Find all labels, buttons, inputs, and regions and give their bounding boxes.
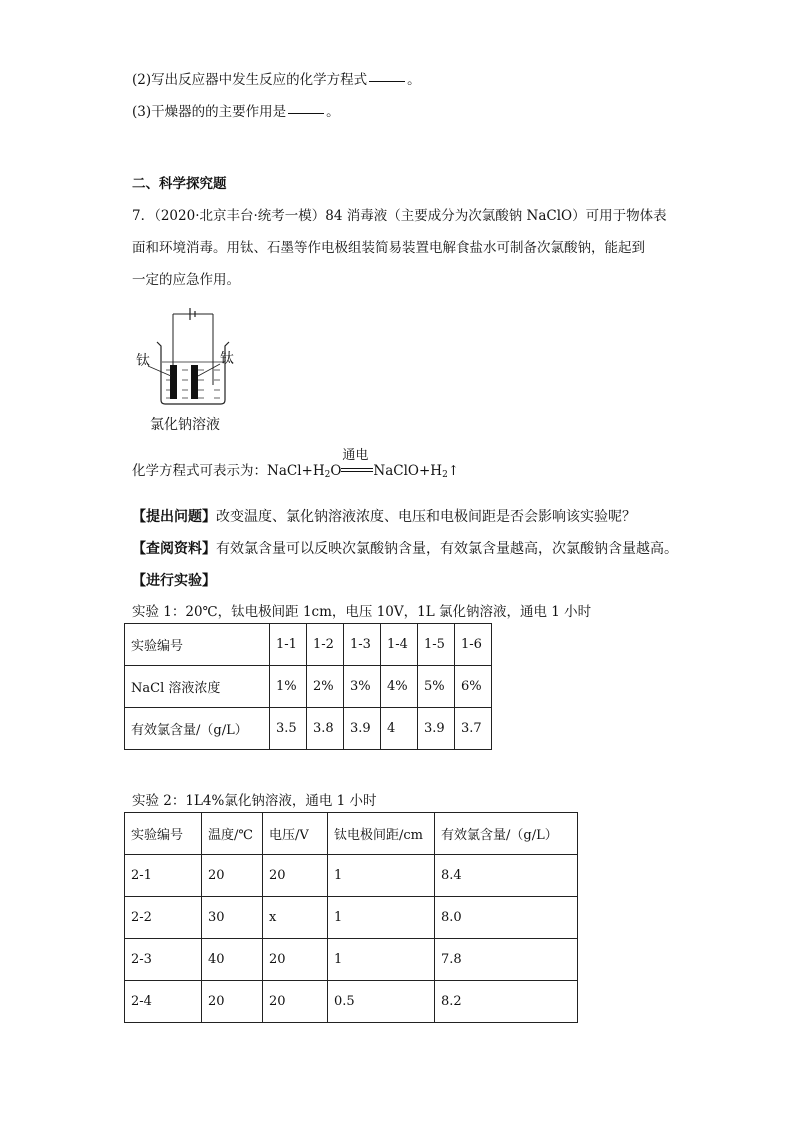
chemical-equation: 化学方程式可表示为：$NaCl+H_2O$ 通电 $NaClO+H_2↑$ xyxy=(132,459,459,480)
table-row: 2-4 20 20 0.5 8.2 xyxy=(125,981,578,1023)
question-2: (2)写出反应器中发生反应的化学方程式 。 xyxy=(132,72,421,88)
table-row: 有效氯含量/（g/L） 3.5 3.8 3.9 4 3.9 3.7 xyxy=(125,708,492,750)
problem-line-2: 面和环境消毒。用钛、石墨等作电极组装简易装置电解食盐水可制备次氯酸钠，能起到 xyxy=(132,240,645,256)
electrode-label-right: 钛 xyxy=(220,351,234,367)
equation-equals xyxy=(341,448,373,479)
reaction-condition: 通电 xyxy=(342,448,369,463)
table-row: 实验编号 1-1 1-2 1-3 1-4 1-5 1-6 xyxy=(125,624,492,666)
table-header-row: 实验编号 温度/℃ 电压/V 钛电极间距/cm 有效氯含量/（g/L） xyxy=(125,813,578,855)
question-3: (3)干燥器的的主要作用是 。 xyxy=(132,104,340,120)
solution-label: 氯化钠溶液 xyxy=(150,417,220,433)
problem-line-3: 一定的应急作用。 xyxy=(132,272,240,288)
experiment-heading: 【进行实验】 xyxy=(132,573,216,589)
experiment-2-caption: 实验 2：1L4%氯化钠溶液，通电 1 小时 xyxy=(132,793,377,809)
reference-info: 【查阅资料】有效氯含量可以反映次氯酸钠含量，有效氯含量越高，次氯酸钠含量越高。 xyxy=(132,541,678,557)
problem-line-1: 7．（2020·北京丰台·统考一模）84 消毒液（主要成分为次氯酸钠 NaClO）可用于物体表 xyxy=(132,208,667,224)
electrode-label-left: 钛 xyxy=(136,353,150,369)
table-row: NaCl 溶液浓度 1% 2% 3% 4% 5% 6% xyxy=(125,666,492,708)
table-row: 2-2 30 x 1 8.0 xyxy=(125,897,578,939)
electrolysis-diagram xyxy=(128,300,248,435)
answer-blank xyxy=(288,112,324,114)
answer-blank xyxy=(369,80,405,82)
experiment-1-table xyxy=(124,623,492,750)
table-row: 2-3 40 20 1 7.8 xyxy=(125,939,578,981)
experiment-2-table xyxy=(124,812,578,1023)
experiment-1-caption: 实验 1：20℃，钛电极间距 1cm，电压 10V，1L 氯化钠溶液，通电 1 小时 xyxy=(132,604,592,620)
raise-question: 【提出问题】改变温度、氯化钠溶液浓度、电压和电极间距是否会影响该实验呢？ xyxy=(132,509,636,525)
table-row: 2-1 20 20 1 8.4 xyxy=(125,855,578,897)
section-title: 二、科学探究题 xyxy=(132,176,227,192)
